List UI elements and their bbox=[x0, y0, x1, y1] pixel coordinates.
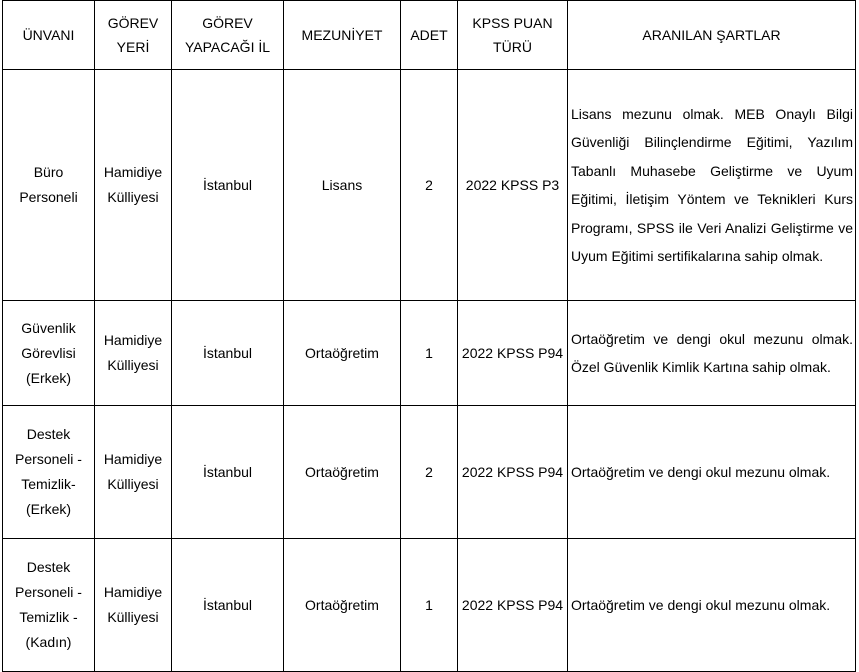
cell-education: Ortaöğretim bbox=[284, 406, 401, 539]
cell-location: Hamidiye Külliyesi bbox=[95, 406, 172, 539]
cell-location: Hamidiye Külliyesi bbox=[95, 301, 172, 406]
cell-score-type: 2022 KPSS P94 bbox=[458, 406, 568, 539]
header-score-type: KPSS PUAN TÜRÜ bbox=[458, 1, 568, 70]
cell-requirements: Ortaöğretim ve dengi okul mezunu olmak. bbox=[568, 539, 856, 672]
cell-education: Ortaöğretim bbox=[284, 539, 401, 672]
cell-education: Ortaöğretim bbox=[284, 301, 401, 406]
cell-score-type: 2022 KPSS P94 bbox=[458, 539, 568, 672]
cell-city: İstanbul bbox=[172, 406, 284, 539]
cell-title: Destek Personeli - Temizlik- (Erkek) bbox=[3, 406, 95, 539]
table-row bbox=[3, 406, 856, 539]
cell-score-type: 2022 KPSS P3 bbox=[458, 70, 568, 301]
cell-title: Büro Personeli bbox=[3, 70, 95, 301]
job-listing-table bbox=[2, 0, 856, 672]
cell-count: 2 bbox=[401, 70, 458, 301]
cell-title: Destek Personeli - Temizlik - (Kadın) bbox=[3, 539, 95, 672]
cell-requirements: Ortaöğretim ve dengi okul mezunu olmak. Özel Güvenlik Kimlik Kartına sahip olmak. bbox=[568, 301, 856, 406]
cell-count: 2 bbox=[401, 406, 458, 539]
table-row bbox=[3, 70, 856, 301]
cell-city: İstanbul bbox=[172, 70, 284, 301]
header-location: GÖREV YERİ bbox=[95, 1, 172, 70]
cell-title: Güvenlik Görevlisi (Erkek) bbox=[3, 301, 95, 406]
header-title: ÜNVANI bbox=[3, 1, 95, 70]
cell-city: İstanbul bbox=[172, 539, 284, 672]
cell-location: Hamidiye Külliyesi bbox=[95, 70, 172, 301]
table-row bbox=[3, 301, 856, 406]
header-city: GÖREV YAPACAĞI İL bbox=[172, 1, 284, 70]
cell-count: 1 bbox=[401, 539, 458, 672]
cell-count: 1 bbox=[401, 301, 458, 406]
cell-score-type: 2022 KPSS P94 bbox=[458, 301, 568, 406]
header-count: ADET bbox=[401, 1, 458, 70]
cell-city: İstanbul bbox=[172, 301, 284, 406]
header-row bbox=[3, 1, 856, 70]
header-education: MEZUNİYET bbox=[284, 1, 401, 70]
table-row bbox=[3, 539, 856, 672]
cell-requirements: Lisans mezunu olmak. MEB Onaylı Bilgi Güvenliği Bilinçlendirme Eğitimi, Yazılım Tabanlı Muhasebe Geliştirme ve Uyum Eğitimi, İletişim Yöntem ve Teknikleri Kurs Programı, SPSS ile Veri Analizi Geliştirme ve Uyum Eğitimi sertifikalarına sahip olmak. bbox=[568, 70, 856, 301]
header-requirements: ARANILAN ŞARTLAR bbox=[568, 1, 856, 70]
cell-education: Lisans bbox=[284, 70, 401, 301]
cell-requirements: Ortaöğretim ve dengi okul mezunu olmak. bbox=[568, 406, 856, 539]
cell-location: Hamidiye Külliyesi bbox=[95, 539, 172, 672]
